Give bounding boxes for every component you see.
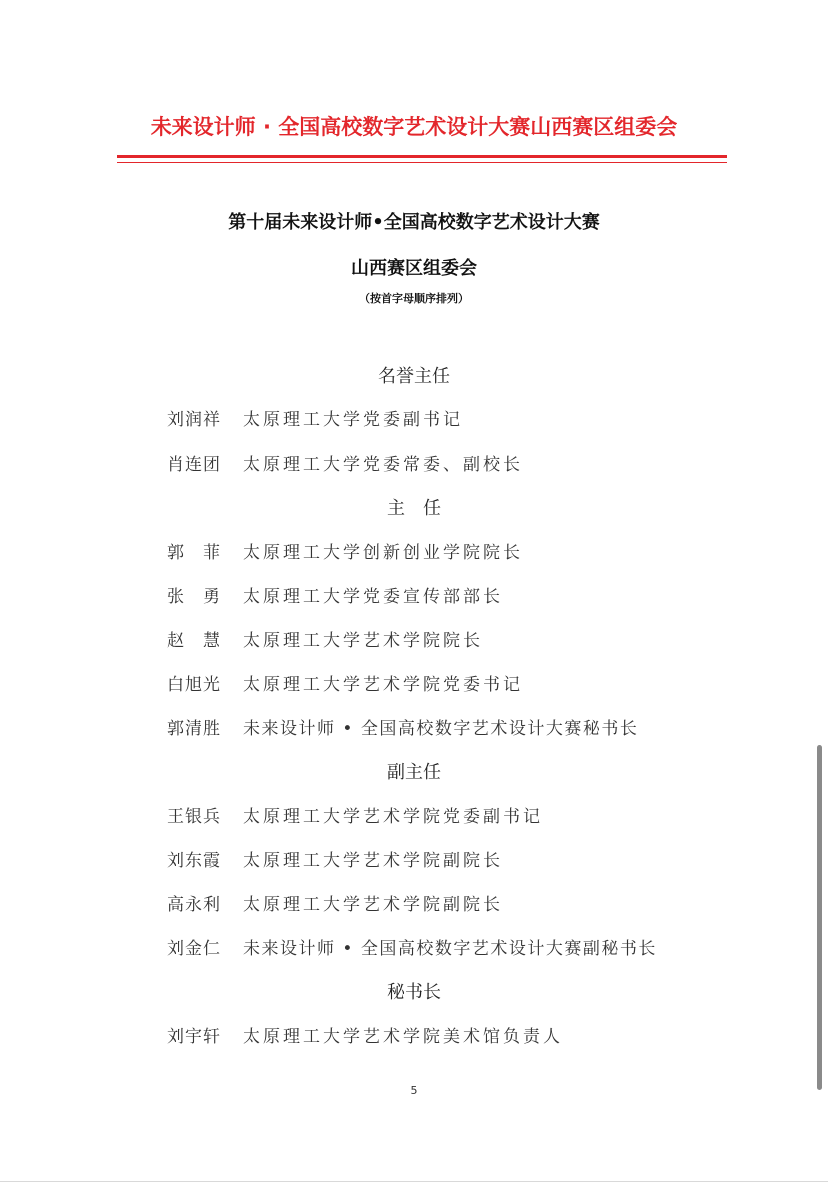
document-title-line1: 第十届未来设计师•全国高校数字艺术设计大赛	[228, 212, 600, 233]
member-row	[167, 538, 523, 563]
letterhead-rule-thin	[117, 162, 727, 163]
member-row	[167, 582, 503, 607]
document-title-line2: 山西赛区组委会	[351, 258, 477, 279]
member-name: 张 勇	[167, 587, 221, 607]
member-row	[167, 802, 543, 827]
section-heading-director: 主 任	[387, 498, 441, 519]
member-row	[167, 1022, 563, 1047]
document-subtitle: （按首字母顺序排列）	[359, 292, 469, 305]
member-role: 太原理工大学艺术学院党委书记	[243, 675, 523, 695]
member-row	[167, 626, 483, 651]
section-heading-deputy-director: 副主任	[387, 762, 441, 783]
member-name: 刘宇轩	[167, 1027, 221, 1047]
member-row	[167, 934, 657, 959]
member-name: 郭 菲	[167, 543, 221, 563]
member-name: 白旭光	[167, 675, 221, 695]
member-role: 太原理工大学艺术学院副院长	[243, 895, 503, 915]
member-row	[167, 405, 463, 430]
member-name: 王银兵	[167, 807, 221, 827]
letterhead-rule-thick	[117, 155, 727, 158]
member-row	[167, 450, 523, 475]
section-heading-secretary-general: 秘书长	[387, 982, 441, 1003]
member-role: 太原理工大学创新创业学院院长	[243, 543, 523, 563]
member-name: 刘金仁	[167, 939, 221, 959]
member-role: 太原理工大学党委常委、副校长	[243, 455, 523, 475]
member-name: 肖连团	[167, 455, 221, 475]
member-row	[167, 846, 503, 871]
member-role: 太原理工大学党委宣传部部长	[243, 587, 503, 607]
member-name: 刘润祥	[167, 410, 221, 430]
member-name: 郭清胜	[167, 719, 221, 739]
letterhead-title: 未来设计师 · 全国高校数字艺术设计大赛山西赛区组委会	[150, 115, 678, 139]
member-name: 刘东霞	[167, 851, 221, 871]
member-role: 太原理工大学艺术学院院长	[243, 631, 483, 651]
member-row	[167, 714, 638, 739]
member-role: 太原理工大学艺术学院美术馆负责人	[243, 1027, 563, 1047]
page-bottom-edge	[0, 1181, 828, 1182]
section-heading-honorary-director: 名誉主任	[378, 366, 450, 387]
member-name: 赵 慧	[167, 631, 221, 651]
member-row	[167, 890, 503, 915]
member-role: 未来设计师 • 全国高校数字艺术设计大赛副秘书长	[243, 939, 657, 959]
member-role: 太原理工大学党委副书记	[243, 410, 463, 430]
member-role: 未来设计师 • 全国高校数字艺术设计大赛秘书长	[243, 719, 639, 739]
member-row	[167, 670, 523, 695]
member-role: 太原理工大学艺术学院副院长	[243, 851, 503, 871]
member-name: 高永利	[167, 895, 221, 915]
page-number: 5	[410, 1084, 418, 1097]
member-role: 太原理工大学艺术学院党委副书记	[243, 807, 543, 827]
vertical-scrollbar[interactable]	[817, 745, 822, 1090]
